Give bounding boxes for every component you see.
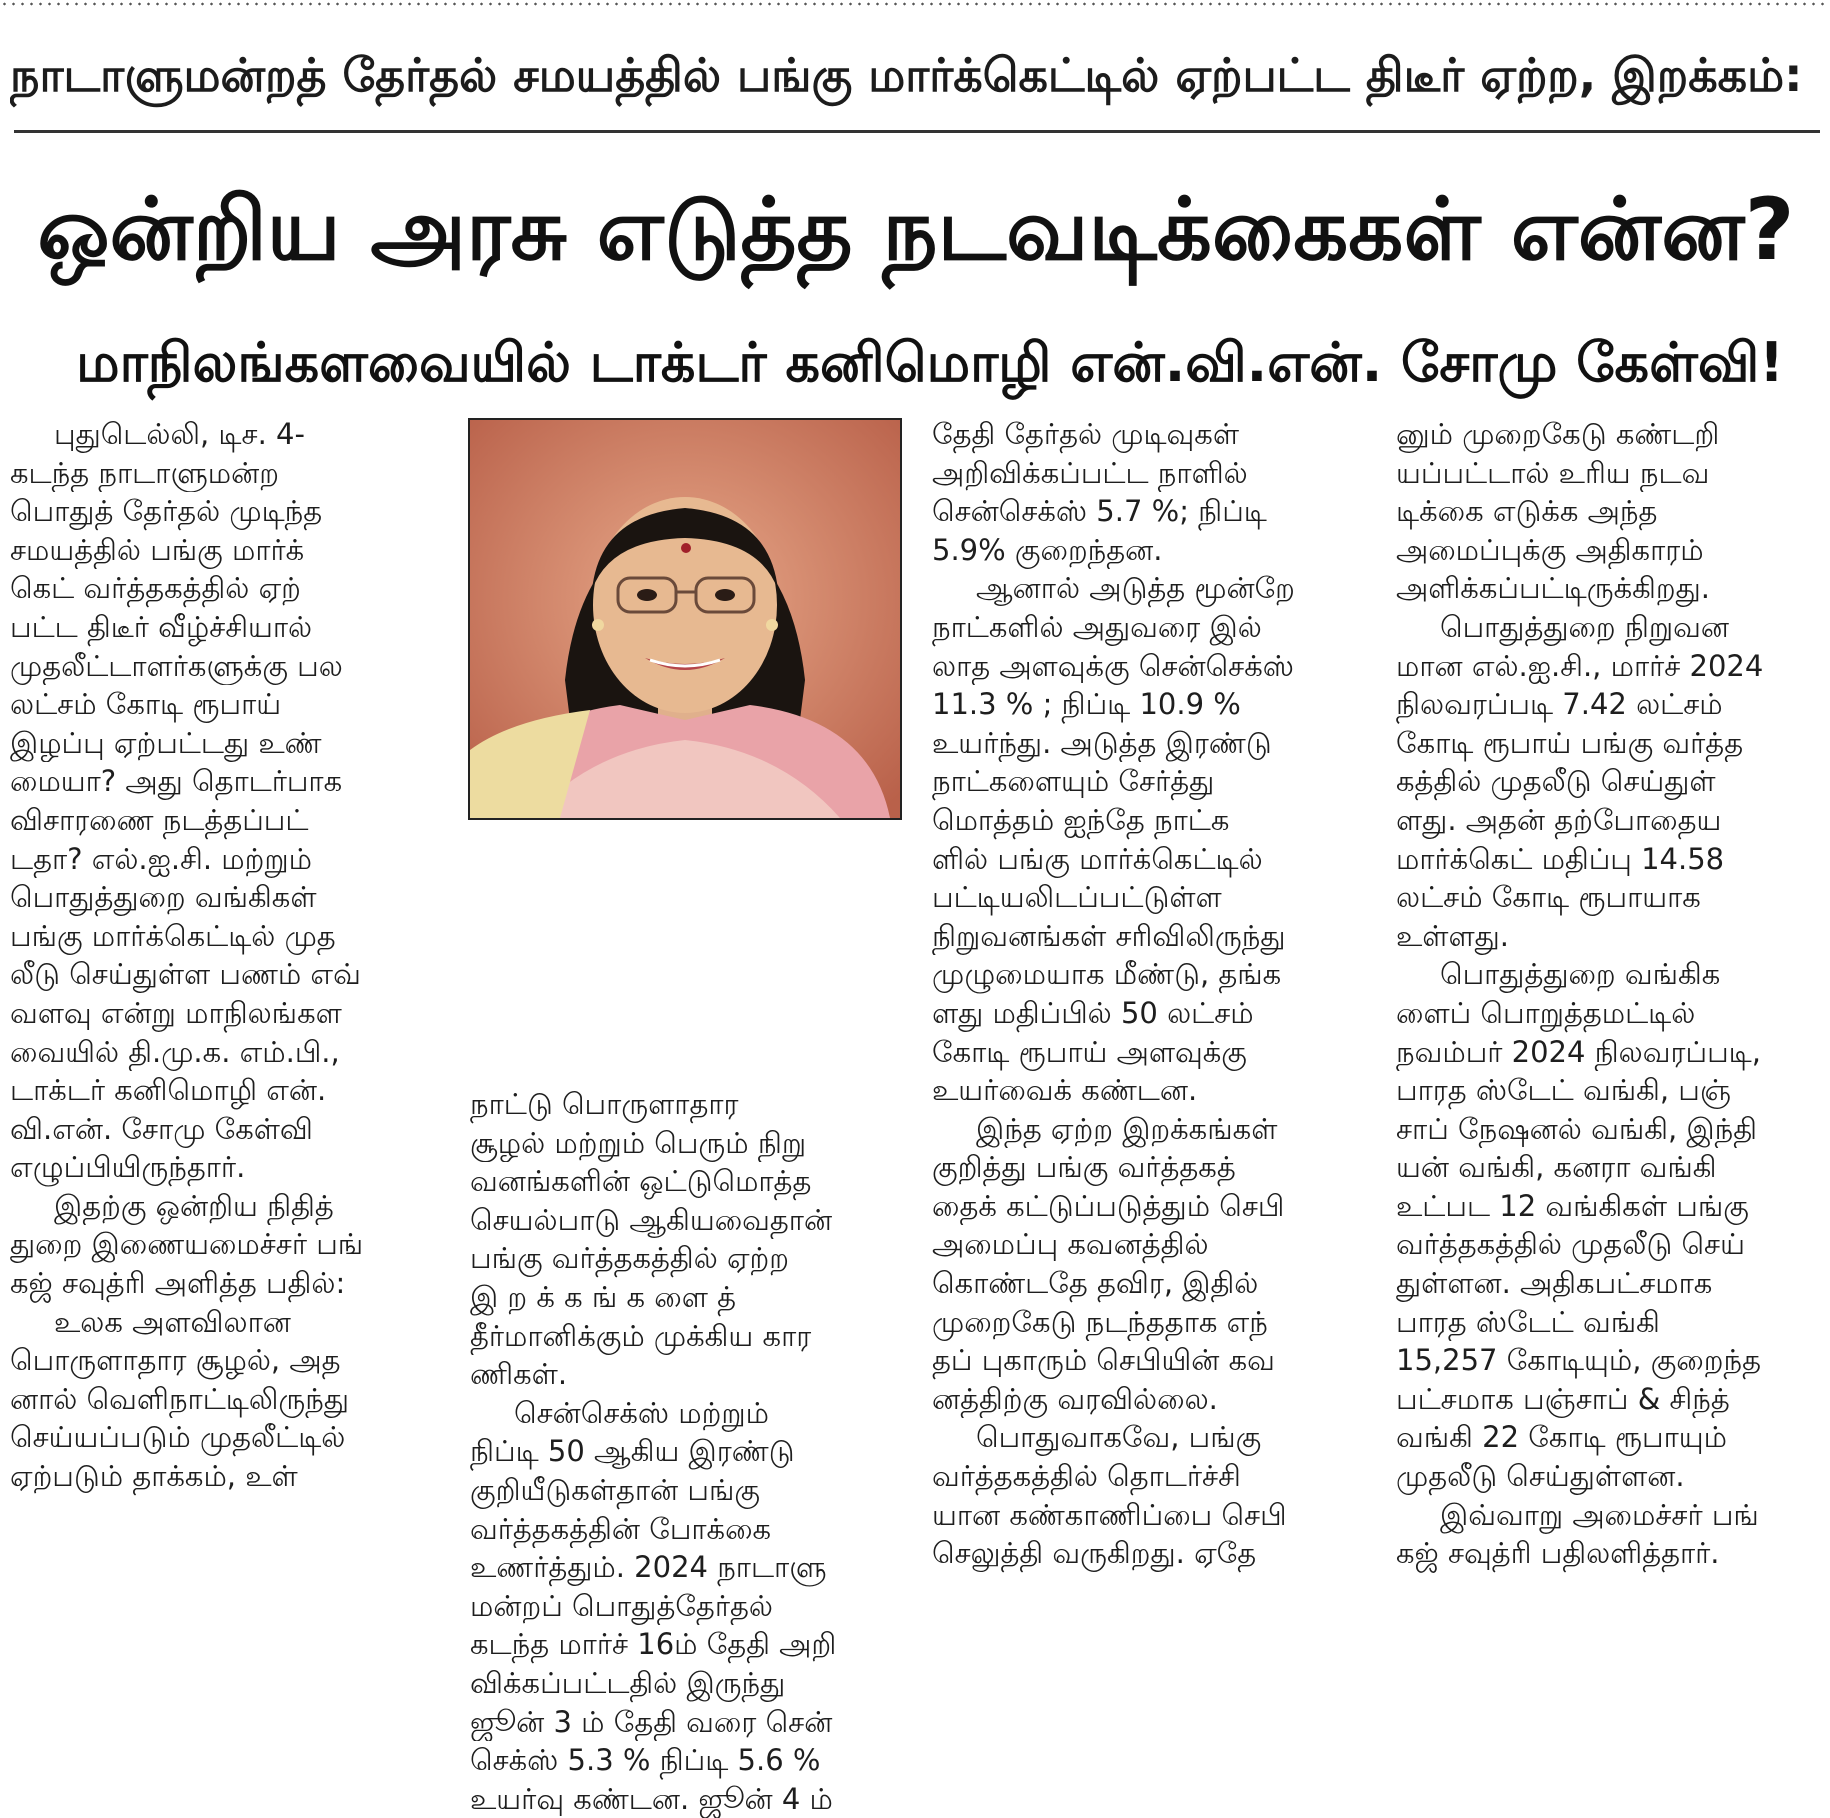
top-dotted-border xyxy=(0,0,1830,8)
text-line: பொதுத் தேர்தல் முடிந்த xyxy=(10,494,323,529)
text-line: பட்சமாக பஞ்சாப் & சிந்த் xyxy=(1396,1381,1730,1416)
text-line: ளது. அதன் தற்போதைய xyxy=(1396,802,1722,837)
text-line: பட்ட திடீர் வீழ்ச்சியால் xyxy=(10,609,313,644)
text-line: உணர்த்தும். 2024 நாடாளு xyxy=(470,1550,827,1585)
text-line: ளது மதிப்பில் 50 லட்சம் xyxy=(932,995,1254,1030)
text-line: பங்கு வர்த்தகத்தில் ஏற்ற xyxy=(470,1241,790,1276)
kicker-line: நாடாளுமன்றத் தேர்தல் சமயத்தில் பங்கு மார்க்கெட்டில் ஏற்பட்ட திடீர் ஏற்ற, இறக்கம்: xyxy=(10,48,1803,102)
text-line: உள்ளது. xyxy=(1396,918,1510,953)
text-line: பாரத ஸ்டேட் வங்கி, பஞ் xyxy=(1396,1073,1732,1108)
text-line: லட்சம் கோடி ரூபாய் xyxy=(10,687,282,722)
text-line: தேதி தேர்தல் முடிவுகள் xyxy=(932,417,1240,451)
text-line: வி.என். சோமு கேள்வி xyxy=(10,1111,313,1146)
text-line: யப்பட்டால் உரிய நடவ xyxy=(1396,455,1710,490)
text-line: வர்த்தகத்தில் முதலீடு செய் xyxy=(1396,1227,1745,1262)
text-line: நாட்டு பொருளாதார xyxy=(470,1087,739,1121)
text-line: அமைப்புக்கு அதிகாரம் xyxy=(1396,532,1704,567)
text-line: உயர்வு கண்டன. ஜூன் 4 ம் xyxy=(470,1781,833,1816)
text-line: பட்டியலிடப்பட்டுள்ள xyxy=(932,880,1222,915)
text-line: னும் முறைகேடு கண்டறி xyxy=(1396,417,1720,451)
portrait-photo xyxy=(468,418,902,820)
text-line: வையில் தி.மு.க. எம்.பி., xyxy=(10,1034,340,1069)
text-line: னால் வெளிநாட்டிலிருந்து xyxy=(10,1381,350,1416)
text-line: குறியீடுகள்தான் பங்கு xyxy=(470,1472,760,1507)
text-line: கடந்த மார்ச் 16ம் தேதி அறி xyxy=(470,1627,837,1662)
text-line: பங்கு மார்க்கெட்டில் முத xyxy=(10,918,336,953)
text-line: வர்த்தகத்தின் போக்கை xyxy=(470,1511,772,1546)
text-line: ஜூன் 3 ம் தேதி வரை சென் xyxy=(470,1704,833,1739)
text-line: வளவு என்று மாநிலங்கள xyxy=(10,995,342,1030)
text-line: முறைகேடு நடந்ததாக எந் xyxy=(932,1304,1268,1339)
text-line: யன் வங்கி, கனரா வங்கி xyxy=(1396,1150,1717,1185)
text-line: நிறுவனங்கள் சரிவிலிருந்து xyxy=(932,918,1286,953)
text-line: கஜ் சவுத்ரி பதிலளித்தார். xyxy=(1396,1536,1720,1571)
text-line: அறிவிக்கப்பட்ட நாளில் xyxy=(932,455,1248,490)
subheadline: மாநிலங்களவையில் டாக்டர் கனிமொழி என்.வி.என். சோமு கேள்வி! xyxy=(76,331,1784,394)
text-line: வர்த்தகத்தில் தொடர்ச்சி xyxy=(932,1459,1241,1494)
headline: ஒன்றிய அரசு எடுத்த நடவடிக்கைகள் என்ன? xyxy=(37,180,1795,280)
text-line: னத்திற்கு வரவில்லை. xyxy=(932,1381,1218,1416)
text-line: இந்த ஏற்ற இறக்கங்கள் xyxy=(976,1111,1278,1146)
text-line: மான எல்.ஐ.சி., மார்ச் 2024 xyxy=(1396,648,1764,683)
text-line: பொதுத்துறை வங்கிக xyxy=(1440,957,1721,992)
article-column-4 xyxy=(1396,415,1822,1573)
text-line: தைக் கட்டுப்படுத்தும் செபி xyxy=(932,1188,1285,1223)
text-line: மார்க்கெட் மதிப்பு 14.58 xyxy=(1396,841,1725,876)
text-line: இவ்வாறு அமைச்சர் பங் xyxy=(1440,1497,1759,1532)
text-line: ஆனால் அடுத்த மூன்றே xyxy=(976,571,1295,606)
text-line: செயல்பாடு ஆகியவைதான் xyxy=(470,1202,833,1237)
text-line: பொதுவாகவே, பங்கு xyxy=(976,1420,1262,1455)
text-line: லீடு செய்துள்ள பணம் எவ் xyxy=(10,957,361,992)
text-line: வனங்களின் ஒட்டுமொத்த xyxy=(470,1164,812,1199)
text-line: கோடி ரூபாய் பங்கு வர்த்த xyxy=(1396,725,1744,760)
article-column-2 xyxy=(470,1085,902,1818)
kicker-rule xyxy=(14,130,1820,133)
text-line: பொதுத்துறை நிறுவன xyxy=(1440,609,1730,644)
text-line: புதுடெல்லி, டிச. 4- xyxy=(54,417,305,451)
text-line: ளைப் பொறுத்தமட்டில் xyxy=(1396,995,1696,1030)
text-line: 11.3 % ; நிப்டி 10.9 % xyxy=(932,687,1241,722)
text-line: வங்கி 22 கோடி ரூபாயும் xyxy=(1396,1420,1727,1455)
text-line: நவம்பர் 2024 நிலவரப்படி, xyxy=(1396,1034,1761,1069)
text-line: செக்ஸ் 5.3 % நிப்டி 5.6 % xyxy=(470,1743,821,1778)
text-line: 15,257 கோடியும், குறைந்த xyxy=(1396,1343,1761,1378)
text-line: அமைப்பு கவனத்தில் xyxy=(932,1227,1209,1262)
text-line: செய்யப்படும் முதலீட்டில் xyxy=(10,1420,346,1455)
text-line: கஜ் சவுத்ரி அளித்த பதில்: xyxy=(10,1266,346,1301)
text-line: விசாரணை நடத்தப்பட் xyxy=(10,802,309,837)
text-line: பொருளாதார சூழல், அத xyxy=(10,1343,341,1378)
text-line: இ ற க் க ங் க ளை த் xyxy=(470,1279,737,1314)
text-line: நிலவரப்படி 7.42 லட்சம் xyxy=(1396,687,1723,722)
text-line: சமயத்தில் பங்கு மார்க் xyxy=(10,532,305,567)
text-line: டிக்கை எடுக்க அந்த xyxy=(1396,494,1658,529)
text-line: விக்கப்பட்டதில் இருந்து xyxy=(470,1665,786,1700)
text-line: உயர்ந்து. அடுத்த இரண்டு xyxy=(932,725,1272,760)
text-line: சாப் நேஷனல் வங்கி, இந்தி xyxy=(1396,1111,1757,1146)
text-line: மொத்தம் ஐந்தே நாட்க xyxy=(932,802,1230,837)
article-column-3 xyxy=(932,415,1364,1573)
text-line: நாட்களையும் சேர்த்து xyxy=(932,764,1215,799)
text-line: டதா? எல்.ஐ.சி. மற்றும் xyxy=(10,841,312,876)
text-line: செலுத்தி வருகிறது. ஏதே xyxy=(932,1536,1257,1571)
text-line: இதற்கு ஒன்றிய நிதித் xyxy=(54,1188,334,1223)
text-line: சூழல் மற்றும் பெரும் நிறு xyxy=(470,1125,807,1160)
text-line: முதலீடு செய்துள்ளன. xyxy=(1396,1459,1685,1494)
text-line: நிப்டி 50 ஆகிய இரண்டு xyxy=(470,1434,795,1469)
text-line: ளில் பங்கு மார்க்கெட்டில் xyxy=(932,841,1263,876)
text-line: துள்ளன. அதிகபட்சமாக xyxy=(1396,1266,1713,1301)
text-line: கெட் வர்த்தகத்தில் ஏற் xyxy=(10,571,301,606)
text-line: துறை இணையமைச்சர் பங் xyxy=(10,1227,364,1262)
text-line: கடந்த நாடாளுமன்ற xyxy=(10,455,279,490)
text-line: மன்றப் பொதுத்தேர்தல் xyxy=(470,1588,773,1623)
text-line: லாத அளவுக்கு சென்செக்ஸ் xyxy=(932,648,1294,683)
text-line: இழப்பு ஏற்பட்டது உண் xyxy=(10,725,322,760)
text-line: உட்பட 12 வங்கிகள் பங்கு xyxy=(1396,1188,1749,1223)
article-column-1 xyxy=(10,415,442,1496)
text-line: தீர்மானிக்கும் முக்கிய கார xyxy=(470,1318,812,1353)
portrait-image xyxy=(470,420,900,818)
text-line: மையா? அது தொடர்பாக xyxy=(10,764,343,799)
text-line: 5.9% குறைந்தன. xyxy=(932,532,1163,567)
text-line: எழுப்பியிருந்தார். xyxy=(10,1150,246,1185)
text-line: சென்செக்ஸ் 5.7 %; நிப்டி xyxy=(932,494,1267,529)
text-line: பாரத ஸ்டேட் வங்கி xyxy=(1396,1304,1660,1339)
text-line: கொண்டதே தவிர, இதில் xyxy=(932,1266,1259,1301)
text-line: கோடி ரூபாய் அளவுக்கு xyxy=(932,1034,1247,1069)
text-line: தப் புகாரும் செபியின் கவ xyxy=(932,1343,1275,1378)
text-line: ணிகள். xyxy=(470,1357,568,1392)
text-line: குறித்து பங்கு வர்த்தகத் xyxy=(932,1150,1236,1185)
text-line: யான கண்காணிப்பை செபி xyxy=(932,1497,1287,1532)
text-line: முழுமையாக மீண்டு, தங்க xyxy=(932,957,1282,992)
text-line: பொதுத்துறை வங்கிகள் xyxy=(10,880,317,915)
text-line: கத்தில் முதலீடு செய்துள் xyxy=(1396,764,1716,799)
text-line: உயர்வைக் கண்டன. xyxy=(932,1073,1198,1108)
text-line: டாக்டர் கனிமொழி என். xyxy=(10,1073,327,1108)
text-line: முதலீட்டாளர்களுக்கு பல xyxy=(10,648,343,683)
text-line: லட்சம் கோடி ரூபாயாக xyxy=(1396,880,1701,915)
text-line: சென்செக்ஸ் மற்றும் xyxy=(514,1395,769,1430)
text-line: அளிக்கப்பட்டிருக்கிறது. xyxy=(1396,571,1711,606)
text-line: ஏற்படும் தாக்கம், உள் xyxy=(10,1459,298,1494)
text-line: நாட்களில் அதுவரை இல் xyxy=(932,609,1262,644)
text-line: உலக அளவிலான xyxy=(54,1304,291,1339)
